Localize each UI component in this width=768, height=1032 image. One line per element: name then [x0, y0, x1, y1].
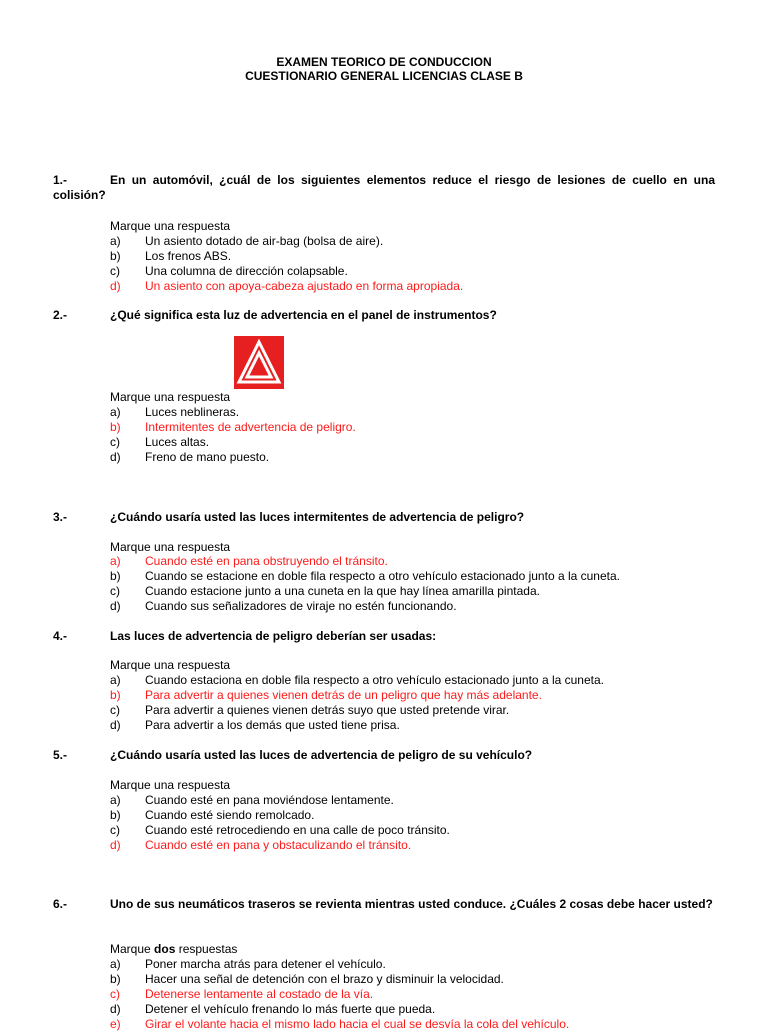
question-text: En un automóvil, ¿cuál de los siguientes elementos reduce el riesgo de lesiones de cuello en una colisión?: [53, 173, 715, 202]
question-text: ¿Cuándo usaría usted las luces intermitentes de advertencia de peligro?: [110, 510, 525, 524]
question-number: 6.-: [53, 897, 68, 911]
question-1-header: [53, 173, 715, 203]
exam-title: EXAMEN TEORICO DE CONDUCCION: [276, 55, 492, 69]
exam-page: EXAMEN TEORICO DE CONDUCCION CUESTIONARIO GENERAL LICENCIAS CLASE B 1.- En un automóvil, ¿cuál de los siguientes elementos reduce el riesgo de lesiones de cuello en una colisión? Marque una respuesta a) Un asiento dotado de air-bag (bolsa de aire). b) Los frenos ABS. c) Una columna de dirección colapsable. d) Un asiento con apoya-cabeza ajustado en forma apropiada. 2.- ¿Qué significa esta luz de advertencia en el panel de instrumentos? Marque una respuesta a) Luces neblineras. b) Intermitentes de advertencia de peligro. c) Luces altas. d) Freno de mano puesto. 3.- ¿Cuándo usaría usted las luces intermitentes de advertencia de peligro? Marque una respuesta a) Cuando esté en pana obstruyendo el tránsito. b) Cuando se estacione en doble fila respecto a otro vehículo estacionado junto a la cuneta. c) Cuando estacione junto a una cuneta en la que hay línea amarilla pintada. d) Cuando sus señalizadores de viraje no estén funcionando. 4.- Las luces de advertencia de peligro deberían ser usadas: Marque una respuesta a) Cuando estaciona en doble fila respecto a otro vehículo estacionado junto a la cuneta. b) Para advertir a quienes vienen detrás de un peligro que hay más adelante. c) Para advertir a quienes vienen detrás suyo que usted pretende virar. d) Para advertir a los demás que usted tiene prisa. 5.- ¿Cuándo usaría usted las luces de advertencia de peligro de su vehículo? Marque una respuesta a) Cuando esté en pana moviéndose lentamente. b) Cuando esté siendo remolcado. c) Cuando esté retrocediendo en una calle de poco tránsito. d) Cuando esté en pana y obstaculizando el tránsito. 6.- Uno de sus neumáticos traseros se revienta mientras usted conduce. ¿Cuáles 2 cosas debe hacer usted? Marque dos respuestas a) Poner marcha atrás para detener el vehículo. b) Hacer una señal de detención con el brazo y disminuir la velocidad. c) Detenerse lentamente al costado de la vía. d) Detener el vehículo frenando lo más fuerte que pueda. e) Girar el volante hacia el mismo lado hacia el cual se desvía la cola del vehículo.: [0, 0, 768, 1024]
question-6-header: [53, 897, 715, 912]
question-number: 1.-: [53, 173, 68, 187]
question-number: 5.-: [53, 748, 68, 762]
exam-subtitle: CUESTIONARIO GENERAL LICENCIAS CLASE B: [245, 69, 523, 83]
answer-instruction: Marque una respuesta: [110, 778, 231, 792]
question-text: ¿Cuándo usaría usted las luces de advertencia de peligro de su vehículo?: [110, 748, 533, 762]
question-number: 2.-: [53, 308, 68, 322]
answer-instruction: Marque una respuesta: [110, 390, 231, 404]
answer-instruction: Marque una respuesta: [110, 219, 231, 233]
question-text: ¿Qué significa esta luz de advertencia en el panel de instrumentos?: [110, 308, 497, 322]
question-2-header: [53, 308, 715, 323]
question-text: Uno de sus neumáticos traseros se revienta mientras usted conduce. ¿Cuáles 2 cosas debe hacer usted?: [110, 897, 713, 911]
question-4-header: [53, 629, 715, 644]
question-number: 4.-: [53, 629, 68, 643]
answer-instruction: Marque dos respuestas: [110, 942, 238, 956]
answer-instruction: Marque una respuesta: [110, 658, 231, 672]
answer-instruction: Marque una respuesta: [110, 540, 231, 554]
question-3-header: [53, 510, 715, 525]
question-text: Las luces de advertencia de peligro deberían ser usadas:: [110, 629, 437, 643]
hazard-warning-triangle-icon: [234, 336, 284, 389]
question-5-header: [53, 748, 715, 763]
question-number: 3.-: [53, 510, 68, 524]
